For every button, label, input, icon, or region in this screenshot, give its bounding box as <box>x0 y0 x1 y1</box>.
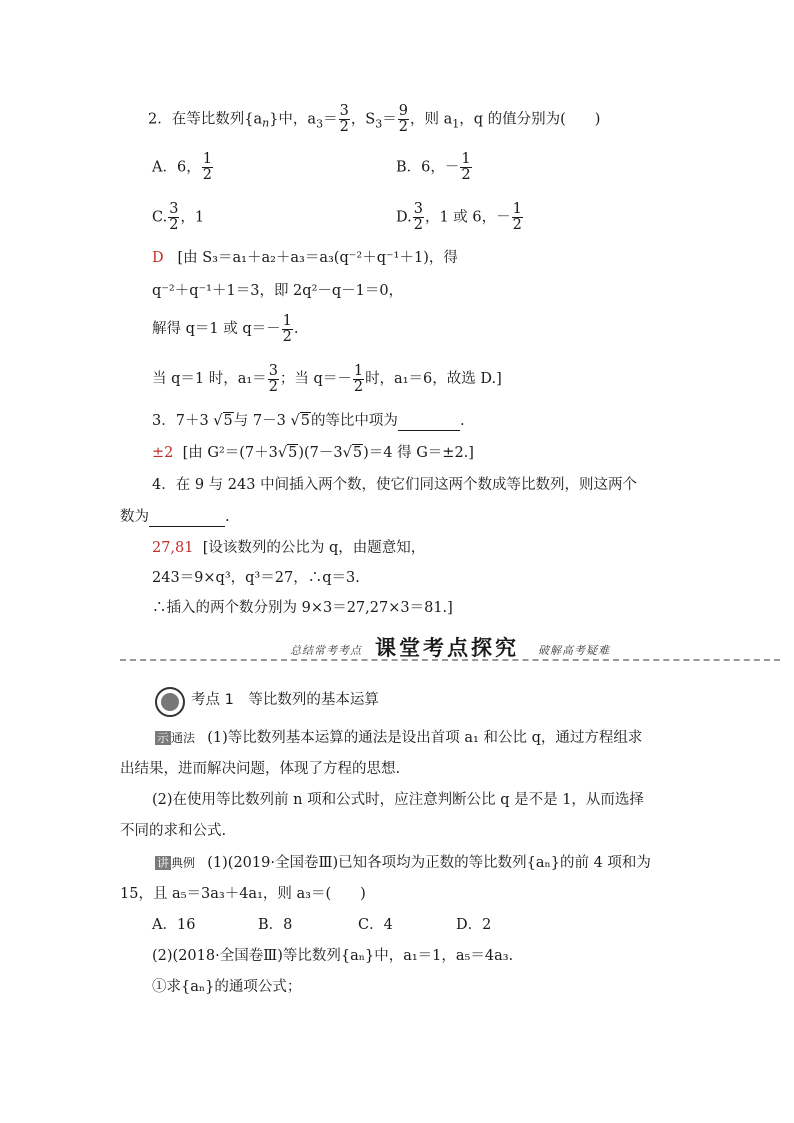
example-1a: 讲 典例 (1)(2019·全国卷Ⅲ)已知各项均为正数的等比数列{aₙ}的前 4 项和为 <box>152 853 651 873</box>
example-1b: 15，且 a₅＝3a₃＋4a₁，则 a₃＝( ) <box>120 886 366 902</box>
q3-solution: ±2 [由 G²＝(7＋3√5)(7－3√5)＝4 得 G＝±2.] <box>152 445 474 461</box>
fraction: $\frac{3}{2}$ <box>268 362 278 395</box>
answer-value: 27,81 <box>152 540 194 556</box>
q2-solution-4: 当 q＝1 时，a₁＝ $\frac{3}{2}$ ；当 q＝－ $\frac{1}{2}$ 时，a₁＝6，故选 D.] <box>152 362 502 395</box>
fraction: $\frac{3}{2}$ <box>413 201 423 233</box>
kaodian-title: 考点 1 等比数列的基本运算 <box>191 692 379 708</box>
q4-solution-1: 27,81 [设该数列的公比为 q，由题意知， <box>152 540 426 556</box>
q4-solution-3: ∴插入的两个数分别为 9×3＝27,27×3＝81.] <box>152 600 453 616</box>
q2-solution-1: D [由 S₃＝a₁＋a₂＋a₃＝a₃(q⁻²＋q⁻¹＋1)，得 <box>152 250 458 266</box>
method-para-1b: 出结果，进而解决问题，体现了方程的思想. <box>120 761 401 777</box>
fraction: $\frac{9}{2}$ <box>398 103 408 135</box>
banner-right-caption: 破解高考疑难 <box>538 644 610 657</box>
q2-option-a: A．6， $\frac{1}{2}$ <box>152 151 212 183</box>
answer-value: ±2 <box>152 445 174 461</box>
q2-option-d: D. $\frac{3}{2}$ ，1 或 6，－ $\frac{1}{2}$ <box>396 201 522 233</box>
example-2-part-1: ①求{aₙ}的通项公式； <box>152 979 302 995</box>
fraction: $\frac{1}{2}$ <box>512 201 522 233</box>
q2-stem: 2．在等比数列$\{a_n\}$中，$a_3=$ $\frac{3}{2}$ ，$S_3=$ $\frac{9}{2}$ ，则 $a_1$，q 的值分别为( ) <box>148 103 601 135</box>
q2-option-b: B．6，－ $\frac{1}{2}$ <box>396 151 471 183</box>
answer-blank <box>398 416 460 431</box>
example-1-option-a: A．16 <box>152 917 196 933</box>
kaodian-circle-icon <box>155 687 185 717</box>
fraction: $\frac{3}{2}$ <box>169 201 179 233</box>
section-banner <box>120 632 780 664</box>
example-1-option-c: C．4 <box>358 917 393 933</box>
method-para-2a: (2)在使用等比数列前 n 项和公式时，应注意判断公比 q 是不是 1，从而选择 <box>152 792 644 808</box>
q2-solution-2: q⁻²＋q⁻¹＋1＝3，即 2q²－q－1＝0， <box>152 283 404 299</box>
example-1-option-b: B．8 <box>258 917 293 933</box>
q2-option-c: C. $\frac{3}{2}$ ，1 <box>152 201 205 233</box>
answer-blank <box>149 512 225 527</box>
fraction: $\frac{1}{2}$ <box>282 312 292 345</box>
answer-letter: D <box>152 250 164 266</box>
fraction: $\frac{1}{2}$ <box>202 151 212 183</box>
example-2: (2)(2018·全国卷Ⅲ)等比数列{aₙ}中，a₁＝1，a₅＝4a₃. <box>152 948 514 964</box>
banner-divider <box>120 659 780 661</box>
q4-stem-2: 数为 . <box>120 509 230 525</box>
method-para-2b: 不同的求和公式. <box>120 823 227 839</box>
q4-solution-2: 243＝9×q³，q³＝27，∴q＝3. <box>152 570 360 586</box>
q3-stem: 3．7＋3 √5与 7－3 √5的等比中项为 . <box>152 413 465 429</box>
method-para-1a: 示 通法 (1)等比数列基本运算的通法是设出首项 a₁ 和公比 q，通过方程组求 <box>152 728 642 748</box>
fraction: $\frac{1}{2}$ <box>461 151 471 183</box>
banner-left-caption: 总结常考考点 <box>290 644 362 657</box>
method-tag: 示 通法 <box>157 731 196 745</box>
example-tag: 讲 典例 <box>157 856 196 870</box>
fraction: $\frac{3}{2}$ <box>339 103 349 135</box>
q4-stem-1: 4．在 9 与 243 中间插入两个数，使它们同这两个数成等比数列，则这两个 <box>152 477 638 493</box>
q2-solution-3: 解得 q＝1 或 q＝－ $\frac{1}{2}$ . <box>152 312 299 345</box>
banner-title: 课堂考点探究 <box>375 636 519 660</box>
example-1-option-d: D．2 <box>456 917 492 933</box>
fraction: $\frac{1}{2}$ <box>353 362 364 395</box>
